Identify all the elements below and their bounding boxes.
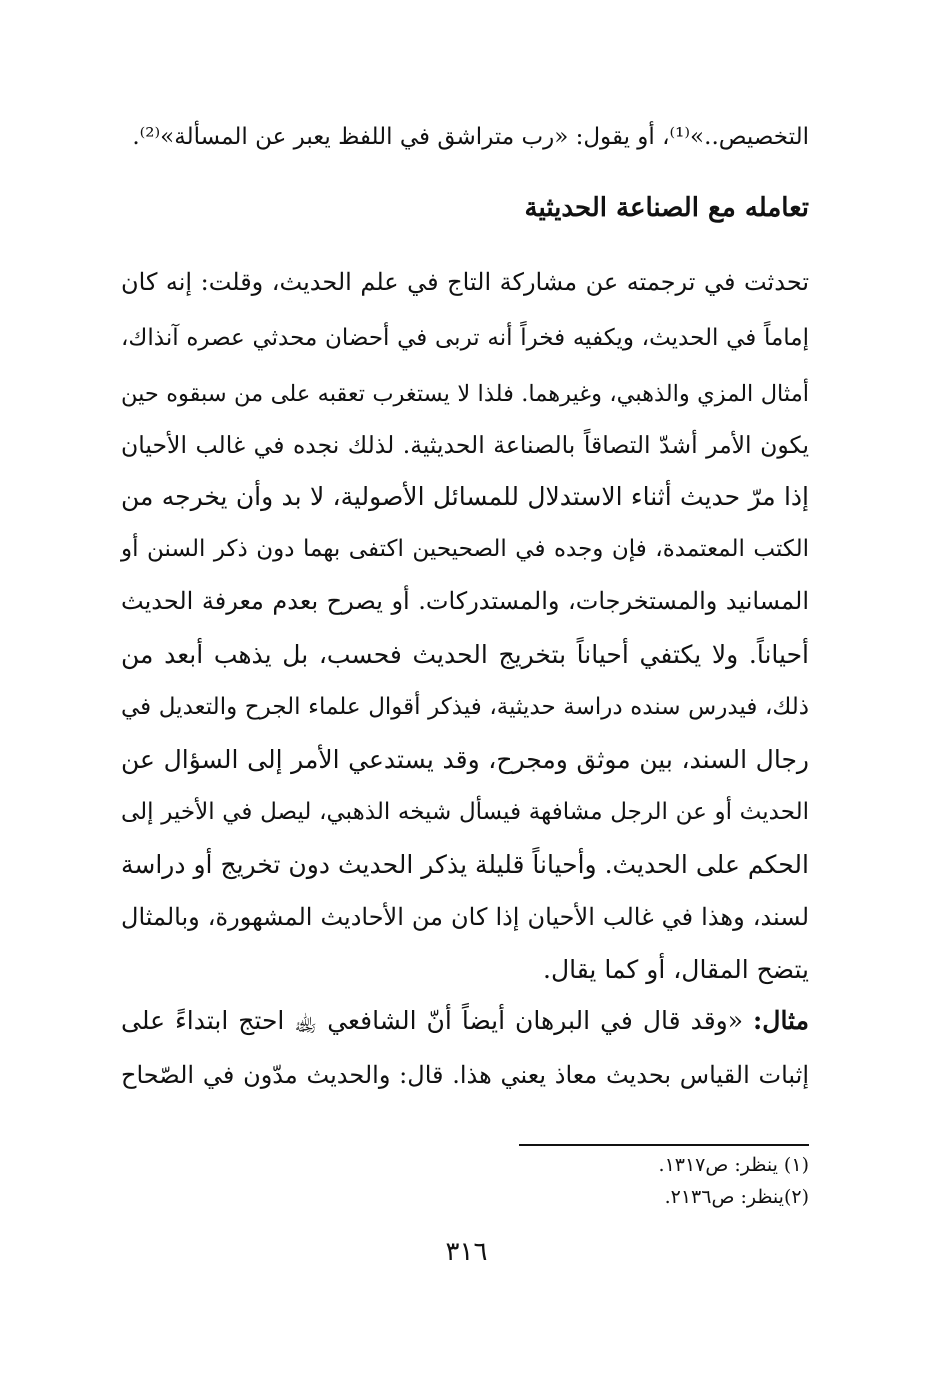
- example-text: «وقد قال في البرهان أيضاً أنّ الشافعي ﵀ احتج ابتداءً على: [121, 1006, 744, 1035]
- body-line: إماماً في الحديث، ويكفيه فخراً أنه تربى في أحضان محدثي عصره آنذاك،: [121, 325, 809, 351]
- body-line: إذا مرّ حديث أثناء الاستدلال للمسائل الأصولية، لا بد وأن يخرجه من: [121, 482, 809, 511]
- example-line-2: إثبات القياس بحديث معاذ يعني هذا. قال: والحديث مدّون في الصّحاح: [121, 1061, 809, 1089]
- page-number: ٣١٦: [445, 1237, 488, 1267]
- body-line: الحديث أو عن الرجل مشافهة فيسأل شيخه الذهبي، ليصل في الأخير إلى: [121, 799, 809, 825]
- example-label: مثال:: [753, 1006, 809, 1035]
- body-line: يتضح المقال، أو كما يقال.: [543, 955, 809, 984]
- footnote-1: (١) ينظر: ص١٣١٧.: [658, 1154, 809, 1176]
- footnote-2: (٢)ينظر: ص٢١٣٦.: [664, 1186, 809, 1208]
- body-line: يكون الأمر أشدّ التصاقاً بالصناعة الحديثية. لذلك نجده في غالب الأحيان: [121, 431, 809, 459]
- body-line: الكتب المعتمدة، فإن وجده في الصحيحين اكتفى بهما دون ذكر السنن أو: [121, 536, 809, 562]
- opening-line: التخصيص..»⁽¹⁾، أو يقول: «رب متراشق في اللفظ يعبر عن المسألة»⁽²⁾.: [132, 124, 809, 150]
- body-line: الحكم على الحديث. وأحياناً قليلة يذكر الحديث دون تخريج أو دراسة: [121, 850, 809, 879]
- body-line: لسند، وهذا في غالب الأحيان إذا كان من الأحاديث المشهورة، وبالمثال: [121, 903, 810, 931]
- body-line: رجال السند، بين موثق ومجرح، وقد يستدعي الأمر إلى السؤال عن: [121, 745, 809, 774]
- body-line: ذلك، فيدرس سنده دراسة حديثية، فيذكر أقوال علماء الجرح والتعديل في: [121, 694, 809, 720]
- body-line: أحياناً. ولا يكتفي أحياناً بتخريج الحديث فحسب، بل يذهب أبعد من: [121, 640, 809, 669]
- body-line: تحدثت في ترجمته عن مشاركة التاج في علم الحديث، وقلت: إنه كان: [121, 268, 809, 296]
- footnote-divider: [519, 1144, 809, 1146]
- body-line: أمثال المزي والذهبي، وغيرهما. فلذا لا يستغرب تعقبه على من سبقوه حين: [121, 381, 809, 407]
- body-line: المسانيد والمستخرجات، والمستدركات. أو يصرح بعدم معرفة الحديث: [121, 587, 809, 615]
- section-heading: تعامله مع الصناعة الحديثية: [524, 193, 809, 223]
- example-line-1: [121, 1001, 809, 1041]
